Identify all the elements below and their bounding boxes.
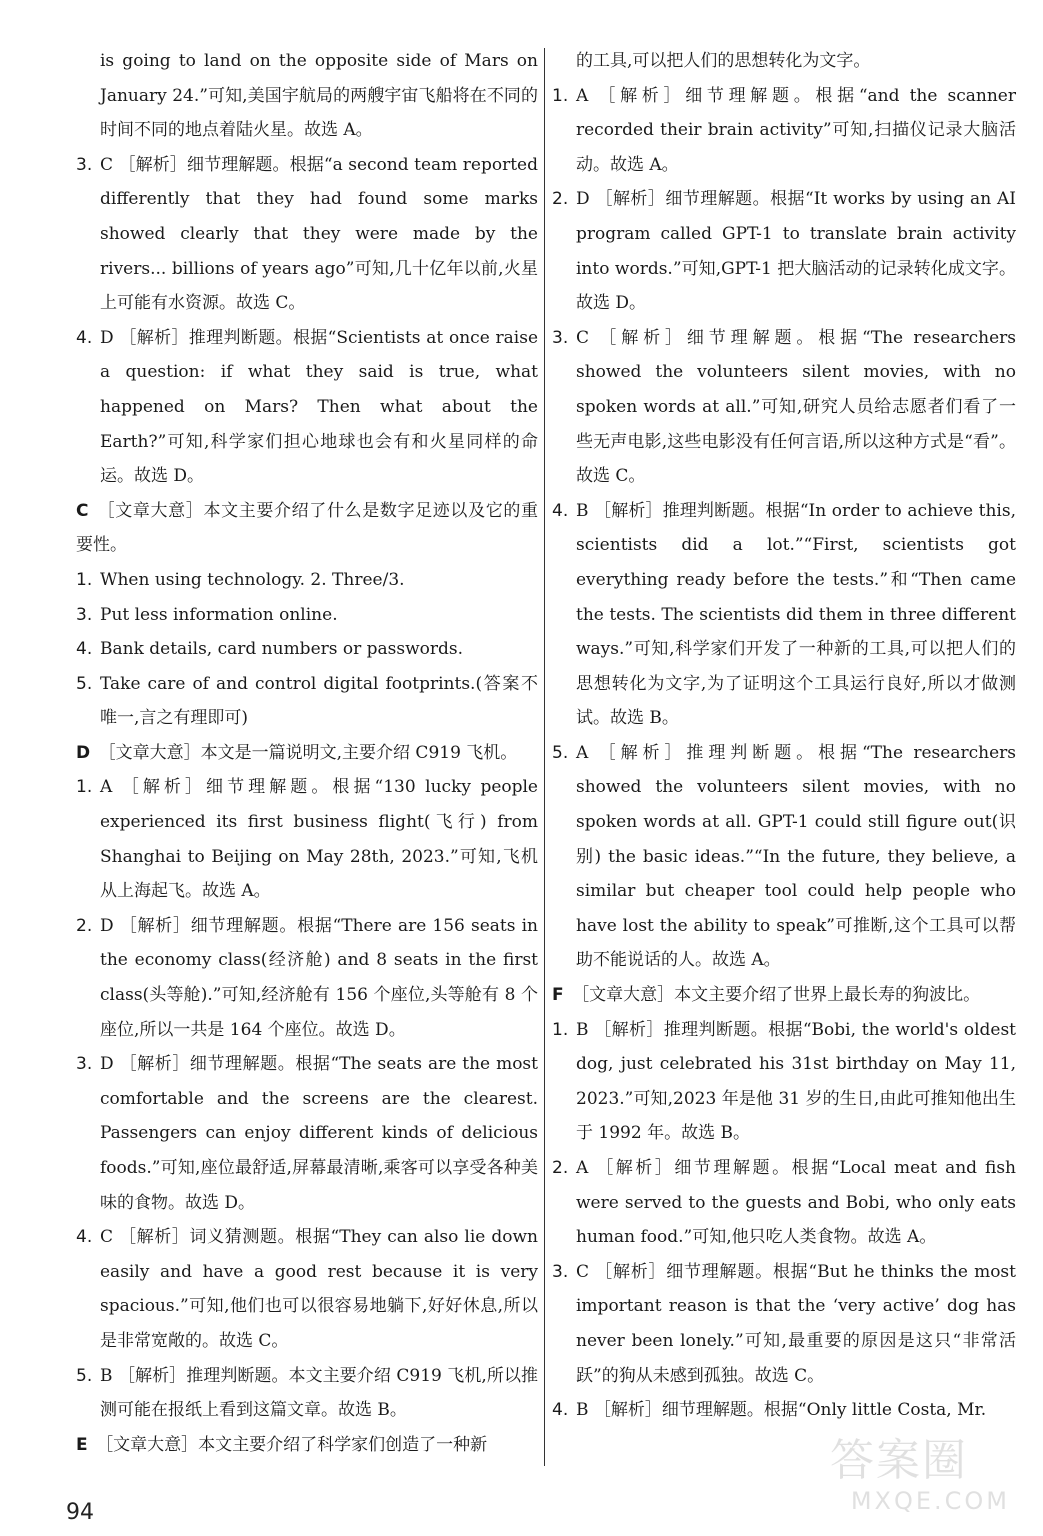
item-text: Put less information online. xyxy=(100,604,338,625)
item-text: D ［解析］推理判断题。根据“Scientists at once raise a question: if what they said is true, what happened on Mars? Then what about the Earth?”可知,科学家们担心地球也会有和火星同样的命运。故选 D。 xyxy=(100,327,538,487)
item-number: 3. xyxy=(552,1261,569,1282)
item-text: C ［解析］细节理解题。根据“The researchers showed the volunteers silent movies, with no spoken words at all.”可知,研究人员给志愿者们看了一些无声电影,这些电影没有任何言语,所以这种方式是“看”。故选 C。 xyxy=(576,327,1016,487)
item-number: 5. xyxy=(76,673,93,694)
item-text: D ［解析］细节理解题。根据“It works by using an AI program called GPT-1 to translate brain activity into words.”可知,GPT-1 把大脑活动的记录转化成文字。故选 D。 xyxy=(576,189,1016,314)
answer-item xyxy=(552,736,1016,978)
section-text: ［文章大意］本文主要介绍了什么是数字足迹以及它的重要性。 xyxy=(76,500,538,556)
section-summary xyxy=(76,1428,538,1463)
item-text: B ［解析］推理判断题。根据“Bobi, the world's oldest dog, just celebrated his 31st birthday on May 11, 2023.”可知,2023 年是他 31 岁的生日,由此可推知他出生于 1992 年。故选 B。 xyxy=(576,1019,1016,1144)
section-text: ［文章大意］本文主要介绍了世界上最长寿的狗波比。 xyxy=(572,985,981,1006)
left-column xyxy=(76,44,538,1462)
section-summary xyxy=(552,978,1016,1013)
answer-item xyxy=(76,598,538,633)
item-number: 4. xyxy=(76,327,93,348)
item-text: Take care of and control digital footprints.(答案不唯一,言之有理即可) xyxy=(100,673,538,729)
section-letter: F xyxy=(552,985,564,1006)
item-number: 3. xyxy=(76,1054,93,1075)
item-number: 1. xyxy=(552,85,569,106)
item-number: 1. xyxy=(76,569,93,590)
item-text: A ［解析］推理判断题。根据“The researchers showed the volunteers silent movies, with no spoken words at all. GPT-1 could still figure out(识别) the basic ideas.”“In the future, they believe, a similar but cheaper tool could help people who have lost the ability to speak”可推断,这个工具可以帮助不能说话的人。故选 A。 xyxy=(576,742,1016,971)
item-number: 3. xyxy=(76,154,93,175)
continued-text: 的工具,可以把人们的思想转化为文字。 xyxy=(576,51,871,71)
item-text: D ［解析］细节理解题。根据“The seats are the most comfortable and the screens are the clearest. Passengers can enjoy different kinds of delicious foods.”可知,座位最舒适,屏幕最清晰,乘客可以享受各种美味的食物。故选 D。 xyxy=(100,1054,538,1213)
item-number: 5. xyxy=(552,742,569,763)
section-letter: D xyxy=(76,742,91,763)
answer-item xyxy=(552,494,1016,736)
item-number: 4. xyxy=(76,1227,93,1248)
item-text: B ［解析］推理判断题。根据“In order to achieve this, scientists did a lot.”“First, scientists got everything ready before the tests.”和“Then came the tests. The scientists did them in three different ways.”可知,科学家们开发了一种新的工具,可以把人们的思想转化为文字,为了证明这个工具运行良好,所以才做测试。故选 B。 xyxy=(576,500,1016,729)
item-text: A ［解析］细节理解题。根据“and the scanner recorded their brain activity”可知,扫描仪记录大脑活动。故选 A。 xyxy=(576,85,1016,175)
item-text: A ［解析］细节理解题。根据“130 lucky people experienced its first business flight(飞行) from Shanghai to Beijing on May 28th, 2023.”可知,飞机从上海起飞。故选 A。 xyxy=(100,777,538,902)
page-number: 94 xyxy=(66,1500,94,1525)
answer-item xyxy=(552,321,1016,494)
item-text: C ［解析］词义猜测题。根据“They can also lie down easily and have a good rest because it is very spacious.”可知,他们也可以很容易地躺下,好好休息,所以是非常宽敞的。故选 C。 xyxy=(100,1227,538,1351)
item-number: 1. xyxy=(76,777,93,798)
item-text: C ［解析］细节理解题。根据“But he thinks the most important reason is that the ‘very active’ dog has never been lonely.”可知,最重要的原因是这只“非常活跃”的狗从未感到孤独。故选 C。 xyxy=(576,1261,1016,1386)
item-number: 2. xyxy=(76,915,93,936)
answer-item xyxy=(552,182,1016,320)
item-number: 4. xyxy=(76,639,93,660)
answer-item xyxy=(76,563,538,598)
item-text: When using technology. 2. Three/3. xyxy=(100,569,405,590)
section-summary xyxy=(76,736,538,771)
item-text: C ［解析］细节理解题。根据“a second team reported differently that they had found some marks showed clearly that they were made by the rivers... billions of years ago”可知,几十亿年以前,火星上可能有水资源。故选 C。 xyxy=(100,154,538,314)
watermark-logo xyxy=(830,1436,1020,1526)
item-number: 5. xyxy=(76,1365,93,1386)
watermark-url: MXQE.COM xyxy=(850,1487,1010,1515)
watermark-logo-text: 答案圈 xyxy=(830,1435,968,1486)
answer-item xyxy=(76,1220,538,1358)
item-text: Bank details, card numbers or passwords. xyxy=(100,639,464,660)
item-number: 2. xyxy=(552,189,569,210)
answer-item xyxy=(76,770,538,908)
right-column xyxy=(552,44,1016,1428)
item-number: 4. xyxy=(552,1400,569,1421)
section-summary xyxy=(76,494,538,563)
answer-item xyxy=(76,667,538,736)
item-number: 3. xyxy=(76,604,93,625)
answer-item xyxy=(76,632,538,667)
continued-text: is going to land on the opposite side of Mars on January 24.”可知,美国宇航局的两艘宇宙飞船将在不同的时间不同的地点着陆火星。故选 A。 xyxy=(100,51,538,141)
item-number: 2. xyxy=(552,1158,569,1178)
answer-item xyxy=(76,321,538,494)
item-text: B ［解析］细节理解题。根据“Only little Costa, Mr. xyxy=(576,1400,987,1421)
item-number: 3. xyxy=(552,327,569,348)
answer-item xyxy=(76,148,538,321)
answer-item xyxy=(76,1047,538,1220)
item-number: 1. xyxy=(552,1019,569,1040)
item-text: A ［解析］细节理解题。根据“Local meat and fish were served to the guests and Bobi, who only eats human food.”可知,他只吃人类食物。故选 A。 xyxy=(576,1158,1016,1248)
item-number: 4. xyxy=(552,500,569,521)
answer-item xyxy=(552,1255,1016,1393)
answer-item xyxy=(552,1151,1016,1255)
section-letter: E xyxy=(76,1434,88,1455)
answer-item xyxy=(552,79,1016,183)
answer-item xyxy=(76,909,538,1047)
answer-item xyxy=(552,1393,1016,1428)
answer-item xyxy=(76,1359,538,1428)
section-text: ［文章大意］本文主要介绍了科学家们创造了一种新 xyxy=(96,1434,488,1455)
section-letter: C xyxy=(76,500,89,521)
section-text: ［文章大意］本文是一篇说明文,主要介绍 C919 飞机。 xyxy=(98,742,518,763)
column-divider xyxy=(544,48,545,1466)
item-text: D ［解析］细节理解题。根据“There are 156 seats in the economy class(经济舱) and 8 seats in the first class(头等舱).”可知,经济舱有 156 个座位,头等舱有 8 个座位,所以一共是 164 个座位。故选 D。 xyxy=(100,915,538,1040)
item-text: B ［解析］推理判断题。本文主要介绍 C919 飞机,所以推测可能在报纸上看到这篇文章。故选 B。 xyxy=(100,1365,538,1421)
answer-item xyxy=(552,1013,1016,1151)
